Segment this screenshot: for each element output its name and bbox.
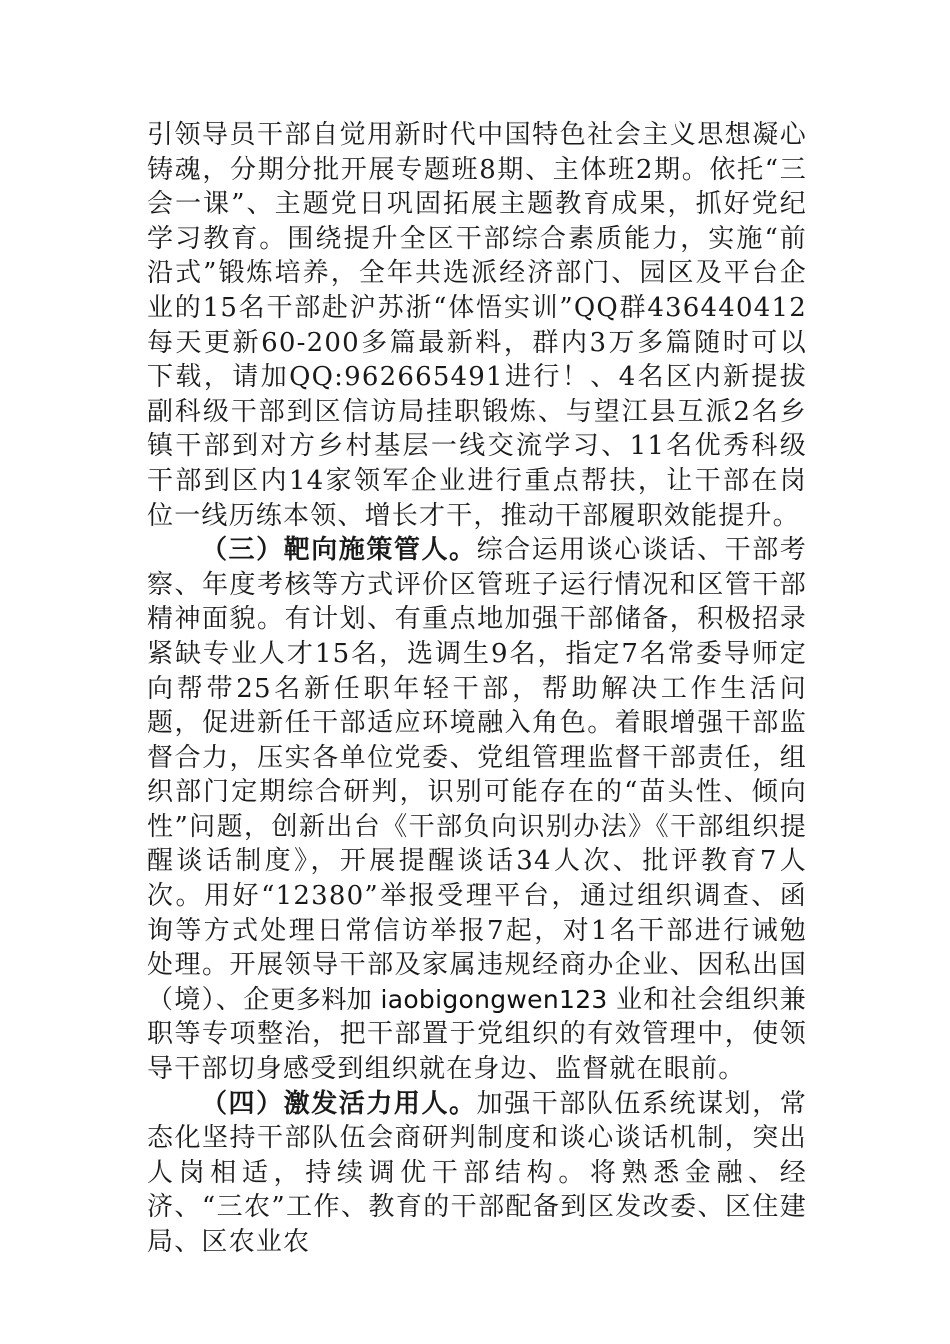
paragraph-vitality: [147, 1087, 807, 1260]
paragraph-management-text: 综合运用谈心谈话、干部考察、年度考核等方式评价区管班子运行情况和区管干部精神面貌。有计划、有重点地加强干部储备，积极招录紧缺专业人才15名，选调生9名，指定7名常委导师定向帮带25名新任职年轻干部，帮助解决工作生活问题，促进新任干部适应环境融入角色。着眼增强干部监督合力，压实各单位党委、党组管理监督干部责任，组织部门定期综合研判，识别可能存在的“苗头性、倾向性”问题，创新出台《干部负向识别办法》《干部组织提醒谈话制度》，开展提醒谈话34人次、批评教育7人次。用好“12380”举报受理平台，通过组织调查、函询等方式处理日常信访举报7起，对1名干部进行诫勉处理。开展领导干部及家属违规经商办企业、因私出国（境）、企: [147, 535, 807, 1015]
watermark-ad-text: 更多料加 iaobigongwen123: [270, 984, 616, 1014]
document-body: [147, 118, 807, 1260]
paragraph-training-text: 引领导员干部自觉用新时代中国特色社会主义思想凝心铸魂，分期分批开展专题班8期、主体班2期。依托“三会一课”、主题党日巩固拓展主题教育成果，抓好党纪学习教育。围绕提升全区干部综合素质能力，实施“前沿式”锻炼培养，全年共选派经济部门、园区及平台企业的15名干部赴沪苏浙“体悟实训”QQ群436440412每天更新60-200多篇最新料，群内3万多篇随时可以下载，请加QQ:962665491进行！、4名区内新提拔副科级干部到区信访局挂职锻炼、与望江县互派2名乡镇干部到对方乡村基层一线交流学习、11名优秀科级干部到区内14家领军企业进行重点帮扶，让干部在岗位一线历练本领、增长才干，推动干部履职效能提升。: [147, 120, 807, 531]
paragraph-vitality-text: 加强干部队伍系统谋划，常态化坚持干部队伍会商研判制度和谈心谈话机制，突出人岗相适，持续调优干部结构。将熟悉金融、经济、“三农”工作、教育的干部配备到区发改委、区住建局、区农业农: [147, 1088, 807, 1257]
section-heading-four: （四）激发活力用人。: [201, 1088, 477, 1119]
paragraph-training: [147, 118, 807, 533]
paragraph-management: [147, 533, 807, 1087]
section-heading-three: （三）靶向施策管人。: [201, 535, 477, 566]
paragraph-management-text-end: 业和社会组织兼职等专项整治，把干部置于党组织的有效管理中，使领导干部切身感受到组织就在身边、监督就在眼前。: [147, 984, 807, 1085]
